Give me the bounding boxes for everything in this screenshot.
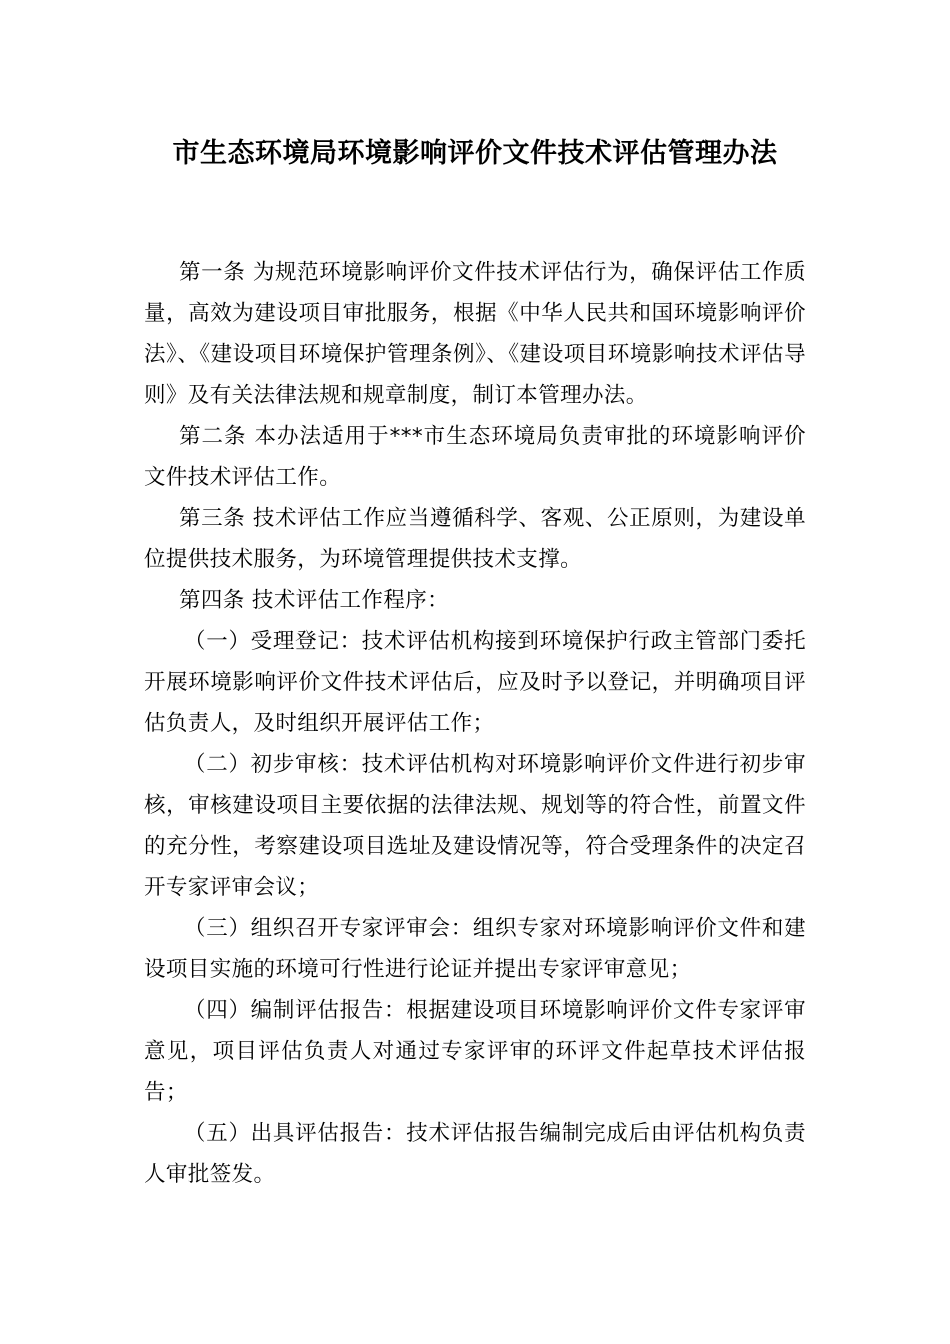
document-body — [144, 252, 806, 1195]
document-title: 市生态环境局环境影响评价文件技术评估管理办法 — [172, 138, 778, 169]
article-2-paragraph: 第二条 本办法适用于***市生态环境局负责审批的环境影响评价文件技术评估工作。 — [144, 424, 806, 490]
article-1-paragraph: 第一条 为规范环境影响评价文件技术评估行为，确保评估工作质量，高效为建设项目审批服务，根据《中华人民共和国环境影响评价法》、《建设项目环境保护管理条例》、《建设项目环境影响技术评估导则》及有关法律法规和规章制度，制订本管理办法。 — [144, 260, 806, 408]
procedure-item-1: （一）受理登记：技术评估机构接到环境保护行政主管部门委托开展环境影响评价文件技术评估后，应及时予以登记，并明确项目评估负责人，及时组织开展评估工作； — [144, 629, 806, 736]
article-4-paragraph: 第四条 技术评估工作程序： — [179, 588, 450, 613]
procedure-item-3: （三）组织召开专家评审会：组织专家对环境影响评价文件和建设项目实施的环境可行性进行论证并提出专家评审意见； — [144, 916, 806, 982]
procedure-item-2: （二）初步审核：技术评估机构对环境影响评价文件进行初步审核，审核建设项目主要依据的法律法规、规划等的符合性，前置文件的充分性，考察建设项目选址及建设情况等，符合受理条件的决定召开专家评审会议； — [144, 752, 806, 900]
procedure-item-5: （五）出具评估报告：技术评估报告编制完成后由评估机构负责人审批签发。 — [144, 1121, 806, 1187]
article-3-paragraph: 第三条 技术评估工作应当遵循科学、客观、公正原则，为建设单位提供技术服务，为环境管理提供技术支撑。 — [144, 506, 806, 572]
procedure-item-4: （四）编制评估报告：根据建设项目环境影响评价文件专家评审意见，项目评估负责人对通过专家评审的环评文件起草技术评估报告； — [144, 998, 806, 1105]
